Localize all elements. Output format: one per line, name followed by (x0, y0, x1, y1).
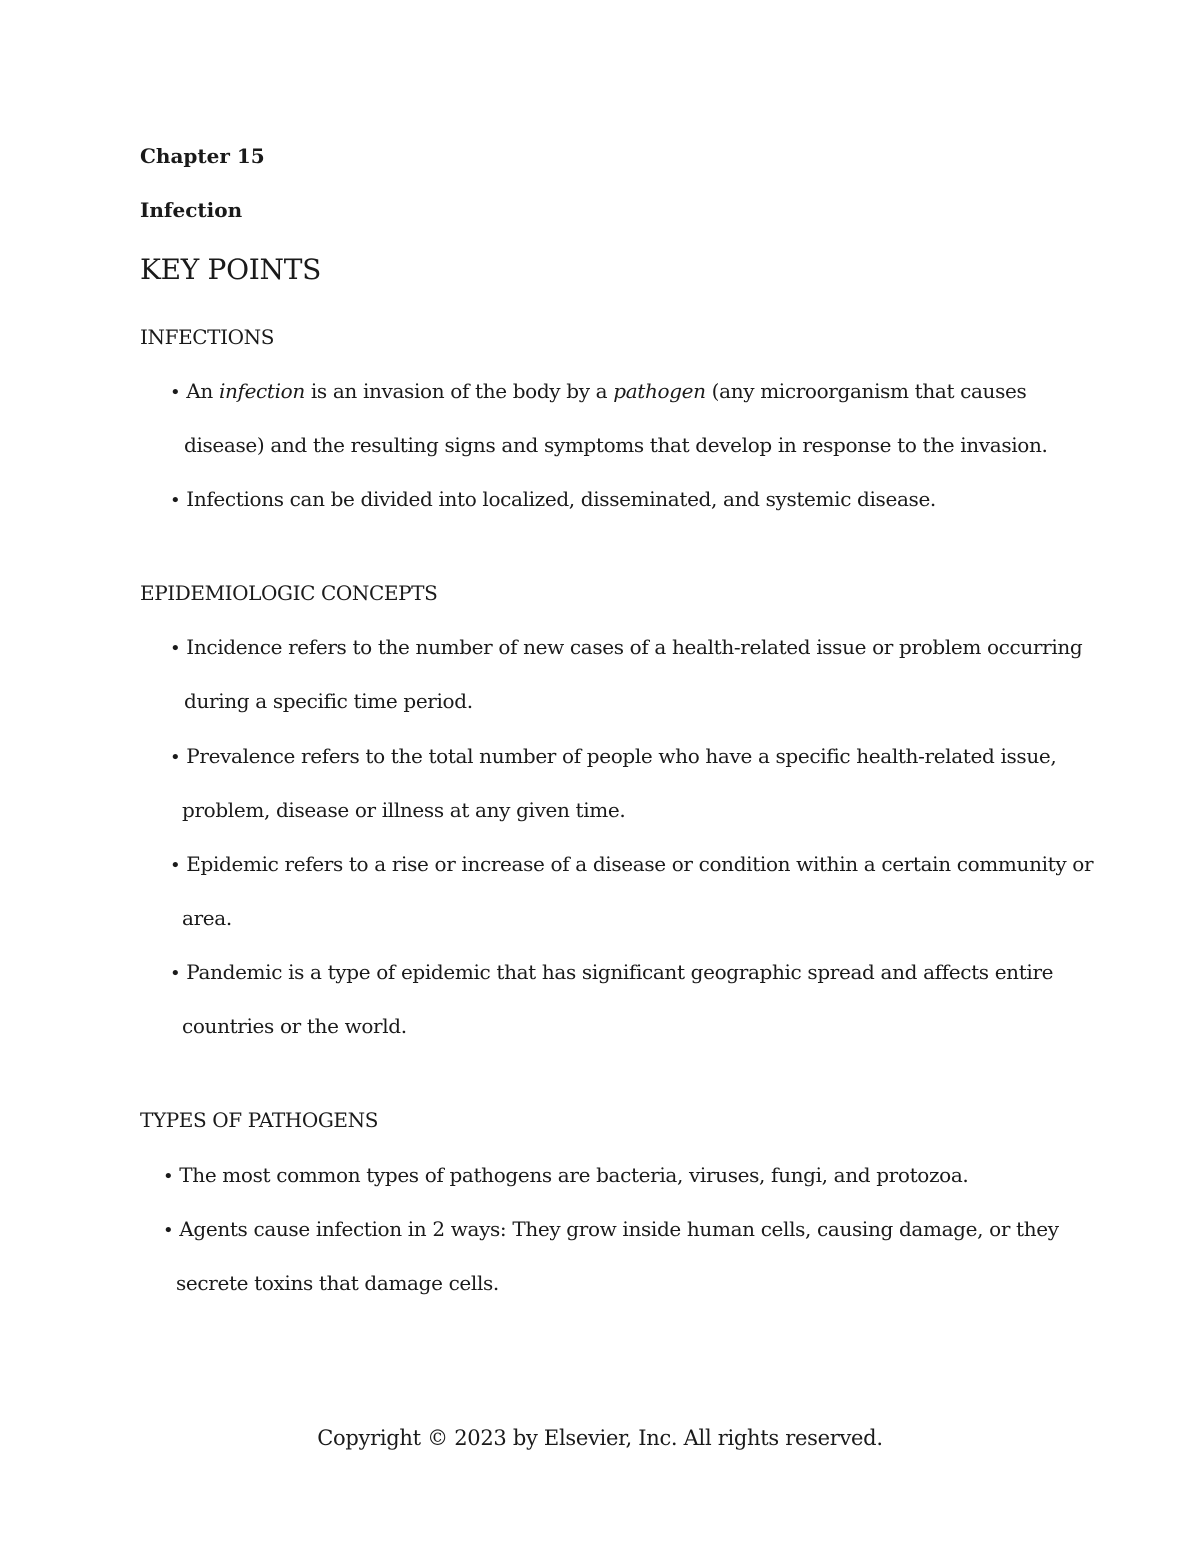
bullet-glyph: • (170, 855, 181, 876)
bullet-item-line (170, 487, 936, 511)
bullet-text: Agents cause infection in 2 ways: They grow inside human cells, causing damage, or they (179, 1217, 1059, 1241)
bullet-item-continuation: secrete toxins that damage cells. (176, 1271, 499, 1295)
bullet-item-line (170, 744, 1056, 768)
bullet-item-continuation: countries or the world. (182, 1014, 407, 1038)
bullet-item-line (163, 1217, 1059, 1241)
bullet-glyph: • (170, 382, 181, 403)
bullet-glyph: • (163, 1166, 174, 1187)
bullet-item-line (170, 852, 1093, 876)
bullet-item-continuation: area. (182, 906, 232, 930)
bullet-text: Pandemic is a type of epidemic that has significant geographic spread and affects entire (186, 960, 1054, 984)
bullet-item-line (170, 379, 1026, 403)
text-run: (any microorganism that causes (705, 379, 1027, 403)
bullet-text: Incidence refers to the number of new cases of a health-related issue or problem occurring (186, 635, 1083, 659)
bullet-item-line (170, 635, 1082, 659)
chapter-title: Chapter 15 (140, 144, 265, 168)
bullet-text: Prevalence refers to the total number of people who have a specific health-related issue, (186, 744, 1057, 768)
bullet-text: Infections can be divided into localized, disseminated, and systemic disease. (186, 487, 936, 511)
bullet-item-line (163, 1163, 968, 1187)
term-pathogen: pathogen (613, 379, 706, 403)
text-run: An (186, 379, 219, 403)
copyright-footer: Copyright © 2023 by Elsevier, Inc. All rights reserved. (317, 1426, 883, 1450)
bullet-glyph: • (170, 963, 181, 984)
section-heading-types-of-pathogens: TYPES OF PATHOGENS (140, 1108, 379, 1132)
chapter-topic: Infection (140, 198, 243, 222)
bullet-glyph: • (170, 747, 181, 768)
bullet-text: Epidemic refers to a rise or increase of a disease or condition within a certain community or (186, 852, 1094, 876)
bullet-item-continuation: disease) and the resulting signs and symptoms that develop in response to the invasion. (184, 433, 1048, 457)
bullet-item-line (170, 960, 1053, 984)
key-points-heading: KEY POINTS (140, 253, 321, 286)
bullet-item-continuation: problem, disease or illness at any given time. (182, 798, 626, 822)
text-run: is an invasion of the body by a (304, 379, 614, 403)
bullet-glyph: • (163, 1220, 174, 1241)
term-infection: infection (218, 379, 305, 403)
bullet-text: The most common types of pathogens are bacteria, viruses, fungi, and protozoa. (179, 1163, 969, 1187)
bullet-glyph: • (170, 490, 181, 511)
bullet-glyph: • (170, 638, 181, 659)
section-heading-infections: INFECTIONS (140, 325, 275, 349)
section-heading-epidemiologic-concepts: EPIDEMIOLOGIC CONCEPTS (140, 581, 438, 605)
bullet-item-continuation: during a specific time period. (184, 689, 473, 713)
